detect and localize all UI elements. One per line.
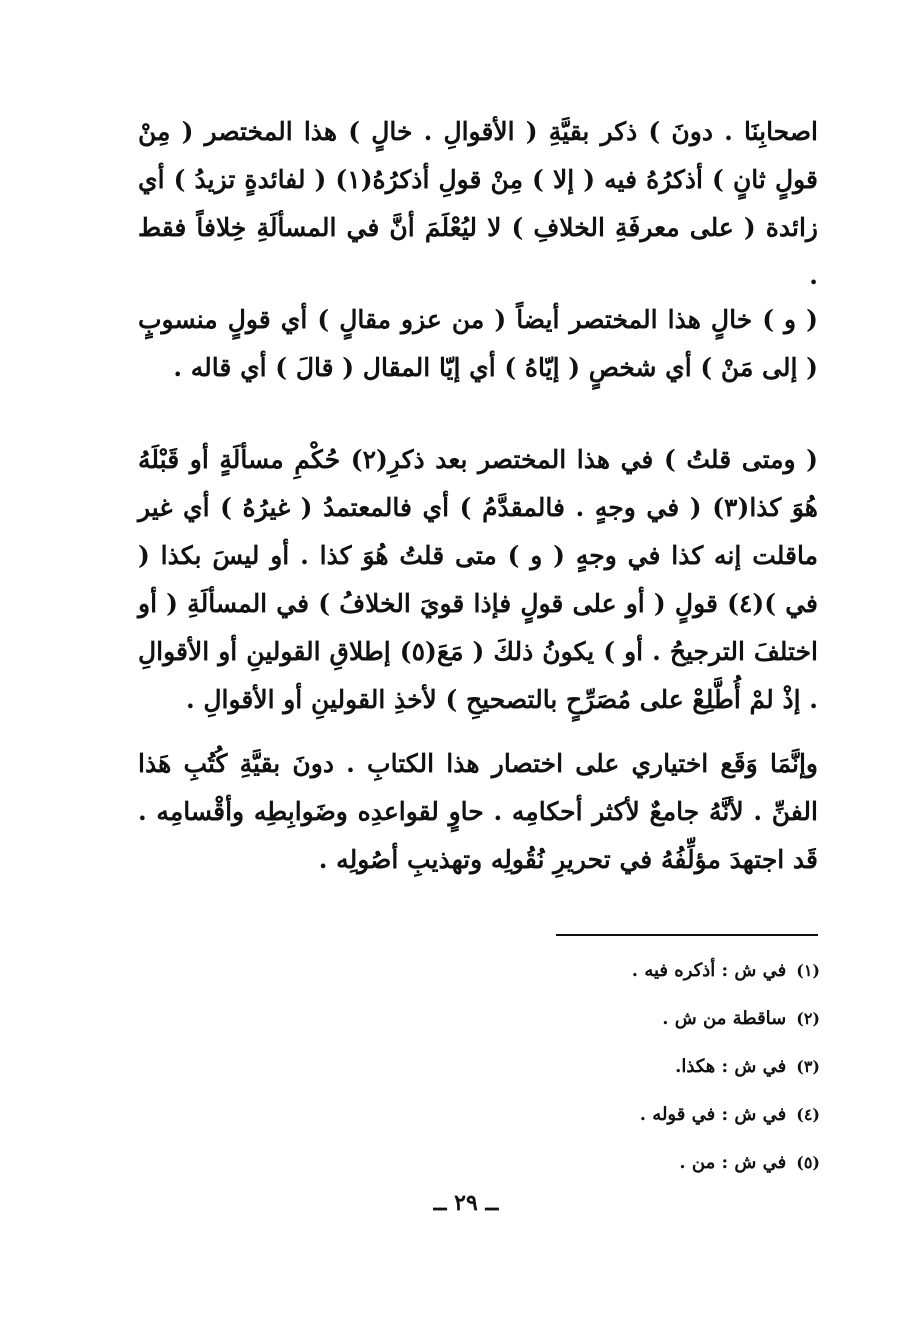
footnote-text: في ش : من . <box>679 1152 787 1173</box>
paragraph-text: اصحابِنَا . دونَ ) ذكر بقيَّةِ ( الأقوالِ . خالٍ ) هذا المختصر ( مِنْ قولٍ ثانٍ ) أذكرُهُ فيه ( إلا ) مِنْ قولِ أذكرُهُ(١) ( لفائدةٍ تزيدُ ) أي زائدة ( على معرفَةِ الخلافِ ) لا ليُعْلَمَ أنَّ في المسألَةِ خِلافاً فقط . <box>138 117 818 290</box>
paragraph-text: ( و ) خالٍ هذا المختصر أيضاً ( من عزو مقالٍ ) أي قولٍ منسوبٍ ( إلى مَنْ ) أي شخصٍ ( إيّاهُ ) أي إيّا المقال ( قالَ ) أي قاله . <box>138 305 818 382</box>
footnote-4 <box>400 1100 820 1148</box>
footnote-2 <box>400 1004 820 1052</box>
footnote-text: في ش : هكذا. <box>675 1056 787 1077</box>
body-paragraph-3 <box>138 436 818 724</box>
body-paragraph-2 <box>138 296 818 392</box>
footnote-1 <box>400 956 820 1004</box>
body-paragraph-1 <box>138 108 818 300</box>
footnote-number: (٢) <box>796 1009 820 1028</box>
paragraph-text: وإنَّمَا وَقَع اختياري على اختصار هذا الكتابِ . دونَ بقيَّةِ كُتُبِ هَذا الفنِّ . لأنَّهُ جامعٌ لأكثر أحكامِه . حاوٍ لقواعدِه وضَوابِطِه وأقْسامِه . قَد اجتهدَ مؤلِّفُهُ في تحريرِ نُقُولِه وتهذيبِ أصُولِه . <box>138 749 818 874</box>
footnote-divider <box>556 934 818 936</box>
footnote-text: ساقطة من ش . <box>662 1008 787 1029</box>
page-number: ــ ٢٩ ــ <box>433 1190 499 1216</box>
footnote-5 <box>400 1148 820 1196</box>
footnote-number: (١) <box>796 961 820 980</box>
footnote-text: في ش : في قوله . <box>639 1104 787 1125</box>
paragraph-text: ( ومتى قلتُ ) في هذا المختصر بعد ذكرِ(٢) حُكْمِ مسألَةٍ أو قَبْلَهُ هُوَ كذا(٣) ( في وجهٍ . فالمقدَّمُ ) أي فالمعتمدُ ( غيرُهُ ) أي غير ماقلت إنه كذا في وجهٍ ( و ) متى قلتُ هُوَ كذا . أو ليسَ بكذا ( في )(٤) قولٍ ( أو على قولٍ فإذا قويَ الخلافُ ) في المسألَةِ ( أو اختلفَ الترجيحُ . أو ) يكونُ ذلكَ ( مَعَ(٥) إطلاقِ القولينِ أو الأقوالِ . إذْ لمْ أُطَّلِعْ على مُصَرِّحٍ بالتصحيحِ ) لأخذِ القولينِ أو الأقوالِ . <box>138 445 819 714</box>
footnote-number: (٣) <box>796 1057 820 1076</box>
footnote-number: (٥) <box>796 1153 820 1172</box>
body-paragraph-4 <box>138 740 818 884</box>
footnotes-section <box>400 956 820 1196</box>
footnote-3 <box>400 1052 820 1100</box>
footnote-text: في ش : أذكره فيه . <box>631 960 787 981</box>
footnote-number: (٤) <box>796 1105 820 1124</box>
